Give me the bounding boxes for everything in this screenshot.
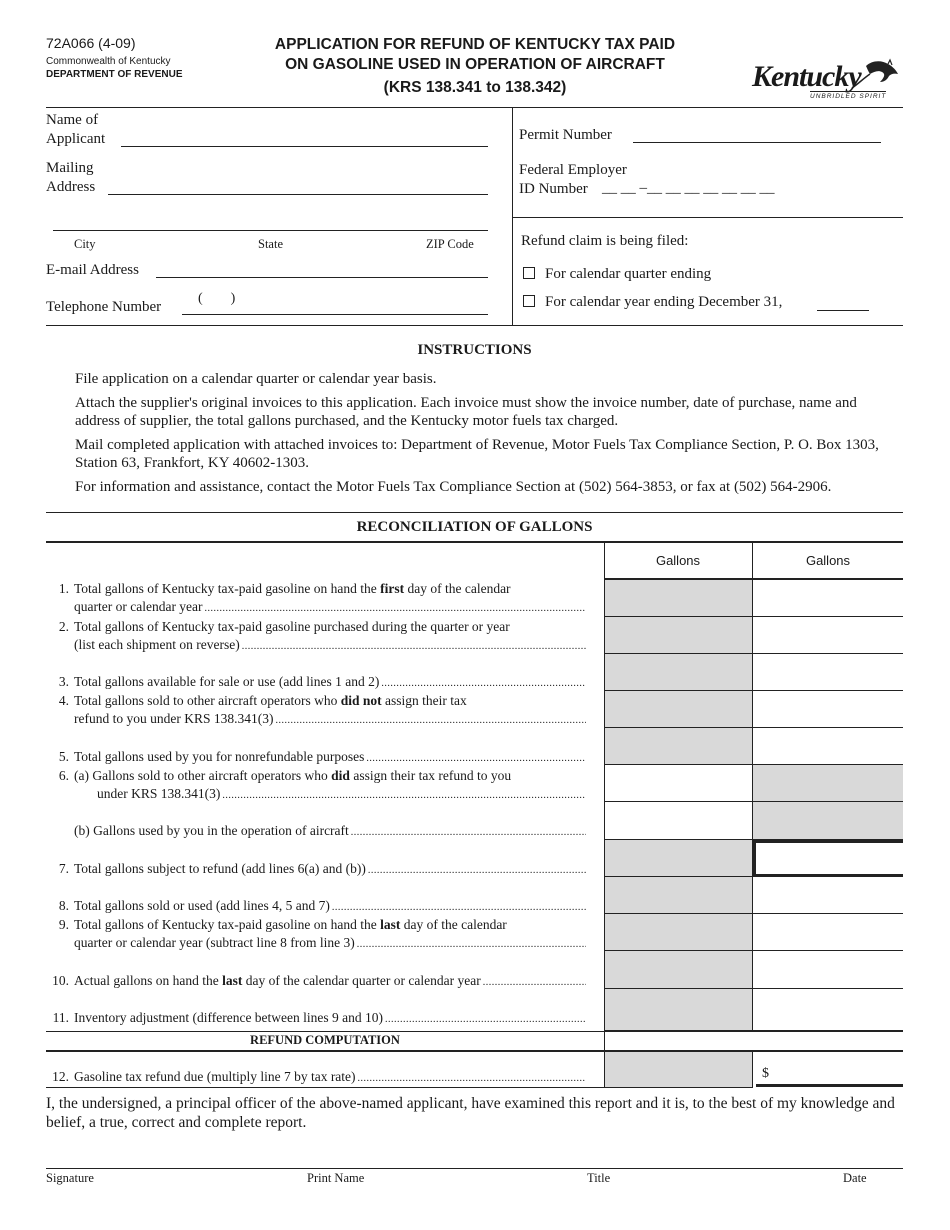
option-calendar-quarter[interactable]: For calendar quarter ending (523, 266, 711, 283)
form-title (220, 35, 730, 98)
department-label: DEPARTMENT OF REVENUE (46, 69, 183, 80)
recon-row-9-col2-cell[interactable] (753, 877, 903, 914)
logo-wordmark: Kentucky (752, 60, 861, 93)
instructions-body (75, 370, 885, 502)
recon-row-5-col1-cell (605, 728, 752, 765)
refund-computation-heading: REFUND COMPUTATION (250, 1033, 400, 1047)
mailing-address-field[interactable] (108, 180, 488, 195)
title-label: Title (587, 1171, 611, 1185)
applicant-name-label: Name of Applicant (46, 112, 106, 147)
recon-line-3: 3. Total gallons available for sale or use (add lines 1 and 2) ..... (46, 673, 586, 693)
recon-row-10-col1-cell (605, 914, 752, 951)
recon-row-12-col2-cell[interactable] (753, 989, 903, 1031)
recon-line-2: 2. Total gallons of Kentucky tax-paid gasoline purchased during the quarter or year (list each shipment on reverse) ..... (46, 618, 586, 656)
recon-row-9-col1-cell (605, 877, 752, 914)
mailing-address-line2-field[interactable] (53, 216, 488, 231)
recon-row-7-col1-cell[interactable] (605, 802, 752, 840)
year-checkbox[interactable] (523, 295, 535, 307)
signature-field[interactable] (46, 1150, 286, 1164)
recon-row-11-col2-cell[interactable] (753, 951, 903, 989)
recon-row-1-col1-cell (605, 580, 752, 617)
recon-line-6b: (b) Gallons used by you in the operation of aircraft ..... (46, 822, 586, 842)
instruction-2: Attach the supplier's original invoices to this application. Each invoice must show the invoice number, date of purchase, name and address of supplier, the total gallons purchased, and the Kentucky motor fuels tax charged. (75, 395, 857, 429)
city-label: City (74, 237, 96, 251)
telephone-parens: ( ) (198, 291, 236, 306)
recon-row-8-col2-cell[interactable] (753, 840, 903, 877)
mailing-address-label: Mailing Address (46, 160, 96, 195)
recon-row-12-col1-cell (605, 989, 752, 1031)
recon-row-6-col1-cell[interactable] (605, 765, 752, 802)
refund-claim-label: Refund claim is being filed: (521, 233, 689, 249)
quarter-checkbox[interactable] (523, 267, 535, 279)
fein-label: Federal Employer ID Number (519, 162, 627, 197)
recon-line-10: 10. Actual gallons on hand the last day of the calendar quarter or calendar year ..... (46, 972, 586, 992)
recon-row-10-col2-cell[interactable] (753, 914, 903, 951)
line12-col1-cell (605, 1052, 752, 1088)
print-name-field[interactable] (300, 1150, 570, 1164)
applicant-name-field[interactable] (121, 132, 488, 147)
recon-row-5-col2-cell[interactable] (753, 728, 903, 765)
date-label: Date (843, 1171, 867, 1185)
recon-line-8: 8. Total gallons sold or used (add lines 4, 5 and 7) ..... (46, 897, 586, 917)
option-calendar-year[interactable]: For calendar year ending December 31, (523, 294, 782, 311)
email-field[interactable] (156, 263, 488, 278)
zip-label: ZIP Code (426, 237, 474, 251)
recon-line-6a: 6. (a) Gallons sold to other aircraft operators who did assign their tax refund to you under KRS 138.341(3) ..... (46, 767, 586, 805)
calendar-year-field[interactable] (817, 296, 869, 311)
commonwealth-label: Commonwealth of Kentucky (46, 56, 171, 67)
recon-line-1: 1. Total gallons of Kentucky tax-paid gasoline on hand the first day of the calendar quarter or calendar year ..... (46, 580, 586, 618)
logo-tagline: UNBRIDLED SPIRIT (810, 93, 887, 100)
recon-row-4-col1-cell (605, 691, 752, 728)
form-title-line2: ON GASOLINE USED IN OPERATION OF AIRCRAFT (285, 56, 665, 73)
form-statute: (KRS 138.341 to 138.342) (383, 79, 567, 96)
recon-line-11: 11. Inventory adjustment (difference between lines 9 and 10) ..... (46, 1009, 586, 1029)
line12-refund-amount-field[interactable] (756, 1052, 903, 1087)
fein-field[interactable]: __ __ –__ __ __ __ __ __ __ (602, 180, 775, 196)
certification-text: I, the undersigned, a principal officer of the above-named applicant, have examined this report and it is, to the best of my knowledge and belief, a true, correct and complete report. (46, 1095, 895, 1131)
telephone-label: Telephone Number (46, 299, 162, 315)
instruction-3: Mail completed application with attached invoices to: Department of Revenue, Motor Fuels Tax Compliance Section, P. O. Box 1303, Station 63, Frankfort, KY 40602-1303. (75, 437, 879, 471)
signature-label: Signature (46, 1171, 94, 1185)
recon-row-8-col1-cell (605, 840, 752, 877)
recon-row-3-col2-cell[interactable] (753, 654, 903, 691)
gallons-col1-header: Gallons (655, 553, 701, 568)
state-label: State (258, 237, 283, 251)
recon-line-5: 5. Total gallons used by you for nonrefundable purposes ..... (46, 748, 586, 768)
recon-row-2-col2-cell[interactable] (753, 617, 903, 654)
recon-line-7: 7. Total gallons subject to refund (add lines 6(a) and (b)) ..... (46, 860, 586, 880)
reconciliation-heading: RECONCILIATION OF GALLONS (356, 519, 593, 535)
dollar-sign: $ (762, 1066, 769, 1081)
recon-row-3-col1-cell (605, 654, 752, 691)
instruction-4: For information and assistance, contact the Motor Fuels Tax Compliance Section at (502) 564-3853, or fax at (502) 564-2906. (75, 479, 832, 495)
date-field[interactable] (830, 1150, 902, 1164)
recon-line-9: 9. Total gallons of Kentucky tax-paid gasoline on hand the last day of the calendar quarter or calendar year (subtract line 8 from line 3) ..... (46, 916, 586, 954)
print-name-label: Print Name (307, 1171, 365, 1185)
form-number: 72A066 (4-09) (46, 35, 136, 51)
permit-number-label: Permit Number (519, 127, 612, 143)
recon-row-6-col2-cell (753, 765, 903, 802)
recon-line-4: 4. Total gallons sold to other aircraft operators who did not assign their tax refund to you under KRS 138.341(3) ..... (46, 692, 586, 730)
recon-line-12: 12. Gasoline tax refund due (multiply line 7 by tax rate) ..... (46, 1068, 586, 1088)
recon-row-2-col1-cell (605, 617, 752, 654)
email-label: E-mail Address (46, 262, 139, 278)
instructions-heading: INSTRUCTIONS (417, 342, 532, 358)
title-field[interactable] (580, 1150, 820, 1164)
instruction-1: File application on a calendar quarter or calendar year basis. (75, 371, 437, 387)
permit-number-field[interactable] (633, 128, 881, 143)
form-title-line1: APPLICATION FOR REFUND OF KENTUCKY TAX PAID (274, 36, 676, 53)
recon-row-11-col1-cell (605, 951, 752, 989)
gallons-col2-header: Gallons (805, 553, 851, 568)
kentucky-logo (748, 58, 903, 104)
recon-row-1-col2-cell[interactable] (753, 580, 903, 617)
recon-row-7-col2-cell (753, 802, 903, 840)
recon-row-4-col2-cell[interactable] (753, 691, 903, 728)
